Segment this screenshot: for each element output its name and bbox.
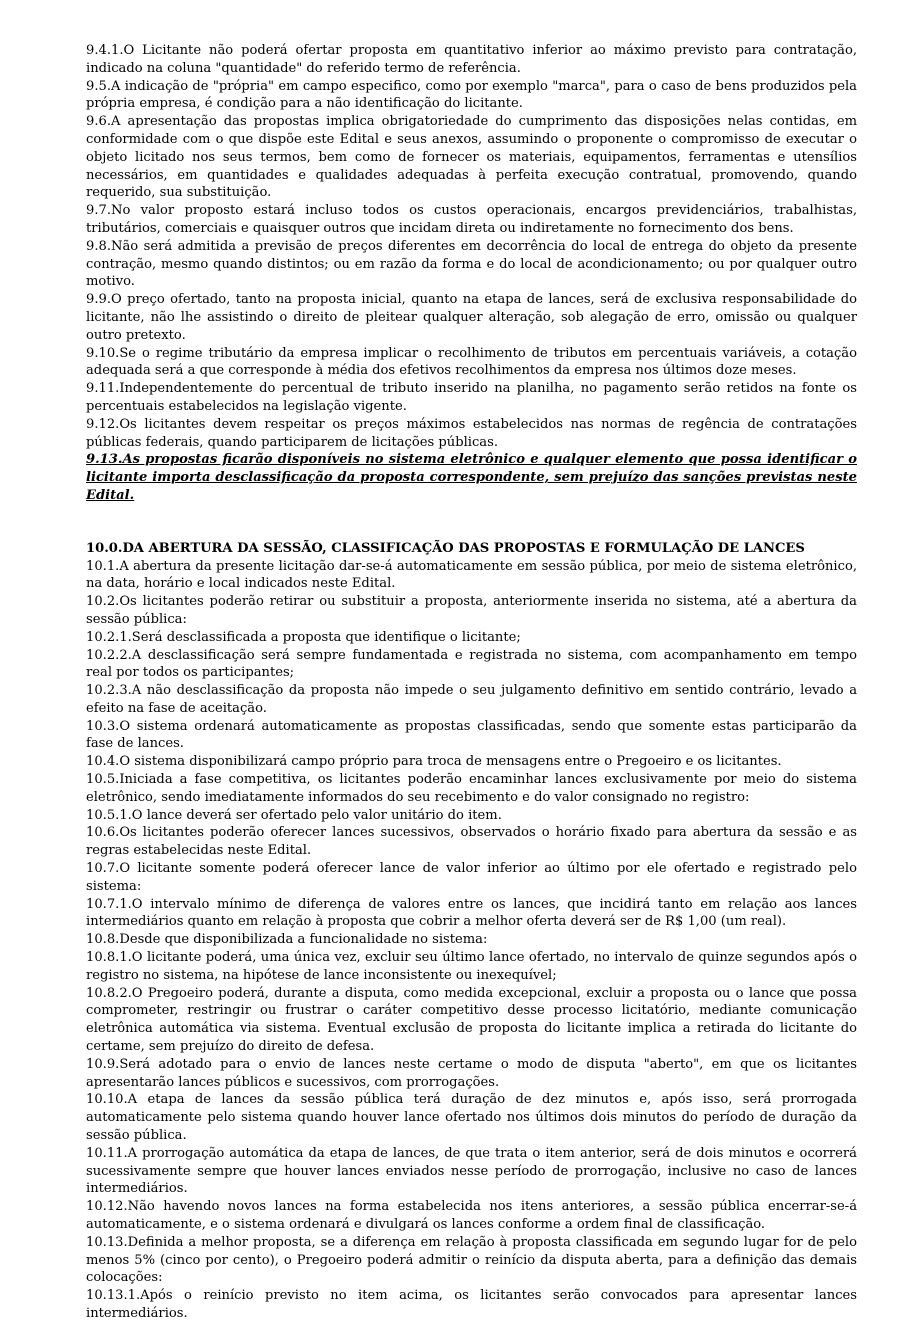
clause-10-9: 10.9.Será adotado para o envio de lances neste certame o modo de disputa "aberto", em que os licitantes apresentarão lances públicos e sucessivos, com prorrogações. [86,1056,857,1090]
clause-10-4: 10.4.O sistema disponibilizará campo próprio para troca de mensagens entre o Pregoeiro e os licitantes. [86,754,782,770]
clause-10-13: 10.13.Definida a melhor proposta, se a diferença em relação à proposta classificada em segundo lugar for de pelo menos 5% (cinco por cento), o Pregoeiro poderá admitir o reinício da disputa aberta, para a definição das demais colocações: [86,1234,857,1286]
clause-9-12: 9.12.Os licitantes devem respeitar os preços máximos estabelecidos nas normas de regência de contratações públicas federais, quando participarem de licitações públicas. [86,416,857,450]
clause-9-6: 9.6.A apresentação das propostas implica obrigatoriedade do cumprimento das disposições nelas contidas, em conformidade com o que dispõe este Edital e seus anexos, assumindo o proponente o compromisso de executar o objeto licitado nos seus termos, bem como de fornecer os materiais, equipamentos, ferramentas e utensílios necessários, em quantidades e qualidades adequadas à perfeita execução contratual, promovendo, quando requerido, sua substituição. [86,114,857,201]
clause-9-11: 9.11.Independentemente do percentual de tributo inserido na planilha, no pagamento serão retidos na fonte os percentuais estabelecidos na legislação vigente. [86,381,857,414]
clause-10-12: 10.12.Não havendo novos lances na forma estabelecida nos itens anteriores, a sessão pública encerrar-se-á automaticamente, e o sistema ordenará e divulgará os lances conforme a ordem final de classificação. [86,1199,857,1232]
clause-9-4-1: 9.4.1.O Licitante não poderá ofertar proposta em quantitativo inferior ao máximo previsto para contratação, indicado na coluna "quantidade" do referido termo de referência. [86,43,857,76]
clause-10-2-1: 10.2.1.Será desclassificada a proposta que identifique o licitante; [86,629,521,645]
clause-9-5: 9.5.A indicação de "própria" em campo especifico, como por exemplo "marca", para o caso de bens produzidos pela própria empresa, é condição para a não identificação do licitante. [86,78,857,112]
clause-10-7: 10.7.O licitante somente poderá oferecer lance de valor inferior ao último por ele ofertado e registrado pelo sistema: [86,861,857,894]
clause-10-1: 10.1.A abertura da presente licitação dar-se-á automaticamente em sessão pública, por meio de sistema eletrônico, na data, horário e local indicados neste Edital. [86,558,857,592]
clause-10-8-1: 10.8.1.O licitante poderá, uma única vez, excluir seu último lance ofertado, no intervalo de quinze segundos após o registro no sistema, na hipótese de lance inconsistente ou inexequível; [86,950,857,983]
clause-10-2-2: 10.2.2.A desclassificação será sempre fundamentada e registrada no sistema, com acompanhamento em tempo real por todos os participantes; [86,647,857,681]
clause-9-7: 9.7.No valor proposto estará incluso todos os custos operacionais, encargos previdenciários, trabalhistas, tributários, comerciais e quaisquer outros que incidam direta ou indiretamente no fornecimento dos bens. [86,203,857,236]
clause-9-8: 9.8.Não será admitida a previsão de preços diferentes em decorrência do local de entrega do objeto da presente contração, mesmo quando distintos; ou em razão da forma e do local de acondicionamento; ou por qualquer outro motivo. [86,238,857,290]
clause-10-5: 10.5.Iniciada a fase competitiva, os licitantes poderão encaminhar lances exclusivamente por meio do sistema eletrônico, sendo imediatamente informados do seu recebimento e do valor consignado no registro: [86,772,857,805]
clause-9-13-emphasis: 9.13.As propostas ficarão disponíveis no sistema eletrônico e qualquer elemento que possa identificar o licitante importa desclassificação da proposta correspondente, sem prejuízo das sanções previstas neste Edital. [86,452,857,503]
section-10-heading: 10.0.DA ABERTURA DA SESSÃO, CLASSIFICAÇÃO DAS PROPOSTAS E FORMULAÇÃO DE LANCES [86,540,805,556]
section-9-body [86,42,857,505]
clause-10-8-2: 10.8.2.O Pregoeiro poderá, durante a disputa, como medida excepcional, excluir a proposta ou o lance que possa comprometer, restringir ou frustrar o caráter competitivo desse processo licitatório, mediante comunicação eletrônica automática via sistema. Eventual exclusão de proposta do licitante implica a retirada do licitante do certame, sem prejuízo do direito de defesa. [86,985,857,1055]
clause-10-8: 10.8.Desde que disponibilizada a funcionalidade no sistema: [86,932,488,948]
clause-10-5-1: 10.5.1.O lance deverá ser ofertado pelo valor unitário do item. [86,807,502,823]
clause-10-13-1: 10.13.1.Após o reinício previsto no item acima, os licitantes serão convocados para apresentar lances intermediários. [86,1288,857,1321]
clause-10-11: 10.11.A prorrogação automática da etapa de lances, de que trata o item anterior, será de dois minutos e ocorrerá sucessivamente sempre que houver lances enviados nesse período de prorrogação, inclusive no caso de lances intermediários. [86,1145,857,1197]
clause-10-7-1: 10.7.1.O intervalo mínimo de diferença de valores entre os lances, que incidirá tanto em relação aos lances intermediários quanto em relação à proposta que cobrir a melhor oferta deverá ser de R$ 1,00 (um real). [86,896,857,930]
clause-9-10: 9.10.Se o regime tributário da empresa implicar o recolhimento de tributos em percentuais variáveis, a cotação adequada será a que corresponde à média dos efetivos recolhimentos da empresa nos últimos doze meses. [86,345,857,379]
clause-10-3: 10.3.O sistema ordenará automaticamente as propostas classificadas, sendo que somente estas participarão da fase de lances. [86,718,857,752]
clause-10-10: 10.10.A etapa de lances da sessão pública terá duração de dez minutos e, após isso, será prorrogada automaticamente pelo sistema quando houver lance ofertado nos últimos dois minutos do período de duração da sessão pública. [86,1092,857,1144]
clause-10-2-3: 10.2.3.A não desclassificação da proposta não impede o seu julgamento definitivo em sentido contrário, levado a efeito na fase de aceitação. [86,683,857,716]
section-10-body [86,558,857,1323]
clause-9-9: 9.9.O preço ofertado, tanto na proposta inicial, quanto na etapa de lances, será de exclusiva responsabilidade do licitante, não lhe assistindo o direito de pleitear qualquer alteração, sob alegação de erro, omissão ou qualquer outro pretexto. [86,292,857,343]
clause-10-2: 10.2.Os licitantes poderão retirar ou substituir a proposta, anteriormente inserida no sistema, até a abertura da sessão pública: [86,594,857,627]
clause-10-6: 10.6.Os licitantes poderão oferecer lances sucessivos, observados o horário fixado para abertura da sessão e as regras estabelecidas neste Edital. [86,825,857,859]
